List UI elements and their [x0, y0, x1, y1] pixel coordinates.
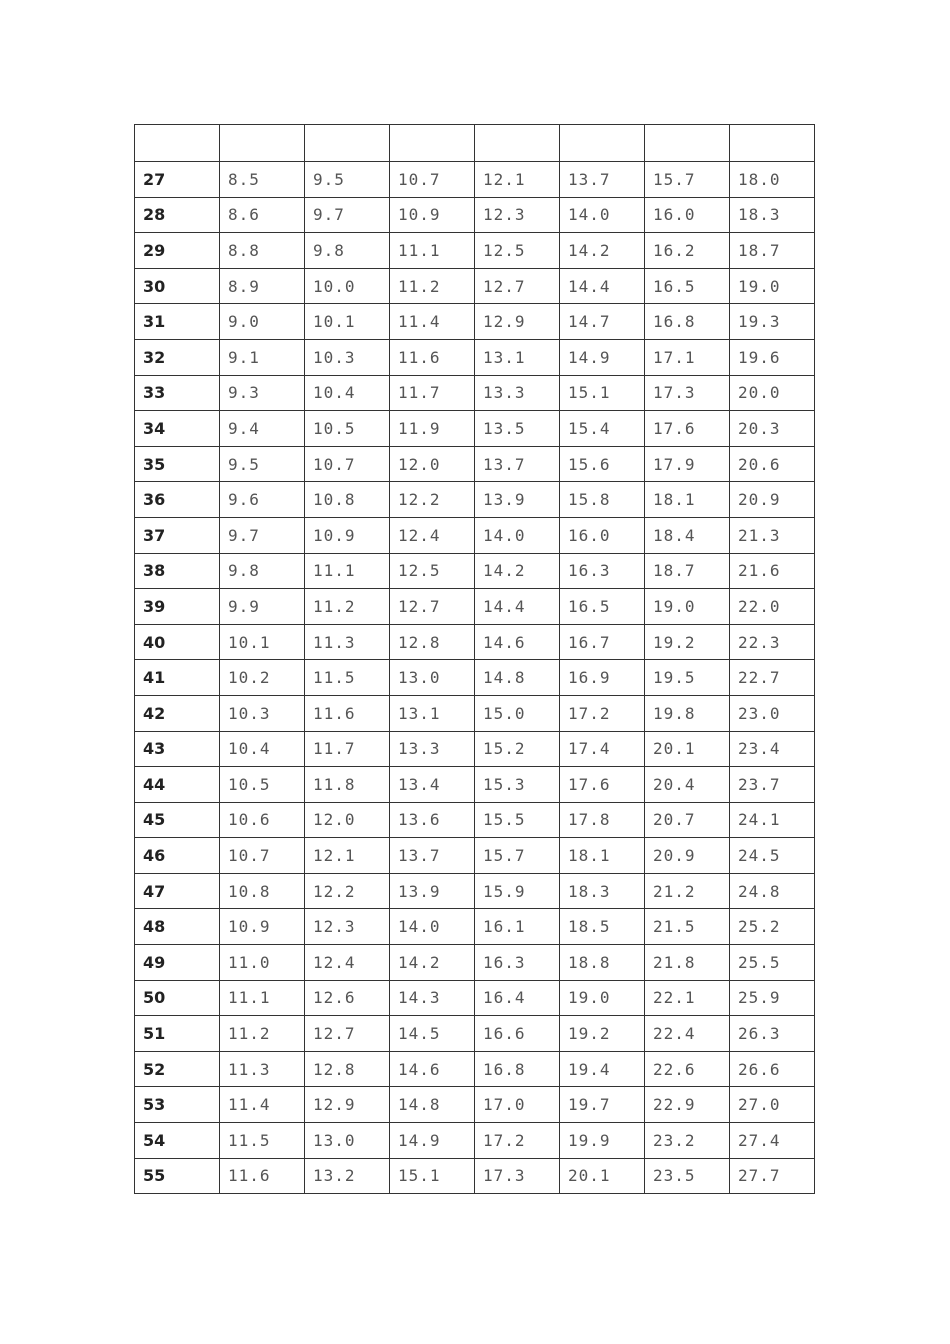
row-label-cell: 49: [135, 945, 220, 981]
value-cell: 18.0: [730, 162, 815, 198]
value-cell: 15.7: [475, 838, 560, 874]
value-cell: 10.5: [220, 767, 305, 803]
value-cell: 23.7: [730, 767, 815, 803]
value-cell: 11.7: [390, 375, 475, 411]
value-cell: 13.0: [305, 1123, 390, 1159]
value-cell: 10.8: [220, 873, 305, 909]
value-cell: 23.0: [730, 695, 815, 731]
value-cell: 12.2: [390, 482, 475, 518]
value-cell: 17.9: [645, 446, 730, 482]
value-cell: 19.2: [645, 624, 730, 660]
value-cell: 23.4: [730, 731, 815, 767]
value-cell: 12.5: [475, 233, 560, 269]
table-row: [135, 1158, 815, 1194]
value-cell: 14.9: [560, 339, 645, 375]
table-row: [135, 731, 815, 767]
value-cell: 9.1: [220, 339, 305, 375]
value-cell: 15.8: [560, 482, 645, 518]
value-cell: 9.7: [220, 517, 305, 553]
value-cell: 10.6: [220, 802, 305, 838]
row-label-cell: 45: [135, 802, 220, 838]
table-row: [135, 589, 815, 625]
row-label-cell: 28: [135, 197, 220, 233]
value-cell: 27.4: [730, 1123, 815, 1159]
value-cell: 21.6: [730, 553, 815, 589]
value-cell: 14.8: [475, 660, 560, 696]
value-cell: 14.0: [475, 517, 560, 553]
value-cell: 19.3: [730, 304, 815, 340]
header-cell: [645, 125, 730, 162]
value-cell: 9.5: [305, 162, 390, 198]
row-label-cell: 34: [135, 411, 220, 447]
header-cell: [730, 125, 815, 162]
row-label-cell: 37: [135, 517, 220, 553]
table-row: [135, 339, 815, 375]
value-cell: 18.3: [560, 873, 645, 909]
value-cell: 16.7: [560, 624, 645, 660]
value-cell: 20.4: [645, 767, 730, 803]
row-label-cell: 27: [135, 162, 220, 198]
value-cell: 15.6: [560, 446, 645, 482]
data-table: [134, 124, 815, 1194]
value-cell: 10.7: [390, 162, 475, 198]
table-row: [135, 1051, 815, 1087]
value-cell: 13.0: [390, 660, 475, 696]
value-cell: 10.2: [220, 660, 305, 696]
value-cell: 16.4: [475, 980, 560, 1016]
value-cell: 14.9: [390, 1123, 475, 1159]
value-cell: 16.5: [560, 589, 645, 625]
value-cell: 10.5: [305, 411, 390, 447]
value-cell: 12.7: [390, 589, 475, 625]
table-row: [135, 162, 815, 198]
header-cell: [475, 125, 560, 162]
value-cell: 22.7: [730, 660, 815, 696]
value-cell: 18.8: [560, 945, 645, 981]
value-cell: 18.7: [645, 553, 730, 589]
value-cell: 15.2: [475, 731, 560, 767]
value-cell: 12.9: [305, 1087, 390, 1123]
row-label-cell: 39: [135, 589, 220, 625]
row-label-cell: 41: [135, 660, 220, 696]
value-cell: 12.4: [305, 945, 390, 981]
value-cell: 9.4: [220, 411, 305, 447]
value-cell: 21.2: [645, 873, 730, 909]
table-row: [135, 802, 815, 838]
value-cell: 25.5: [730, 945, 815, 981]
value-cell: 12.2: [305, 873, 390, 909]
table-row: [135, 838, 815, 874]
value-cell: 11.3: [220, 1051, 305, 1087]
value-cell: 14.2: [475, 553, 560, 589]
value-cell: 14.4: [475, 589, 560, 625]
table-row: [135, 767, 815, 803]
value-cell: 10.1: [220, 624, 305, 660]
value-cell: 19.9: [560, 1123, 645, 1159]
value-cell: 25.9: [730, 980, 815, 1016]
value-cell: 9.3: [220, 375, 305, 411]
table-row: [135, 233, 815, 269]
value-cell: 20.6: [730, 446, 815, 482]
value-cell: 17.1: [645, 339, 730, 375]
row-label-cell: 54: [135, 1123, 220, 1159]
value-cell: 16.8: [645, 304, 730, 340]
value-cell: 16.2: [645, 233, 730, 269]
value-cell: 15.4: [560, 411, 645, 447]
value-cell: 10.0: [305, 268, 390, 304]
value-cell: 10.3: [305, 339, 390, 375]
value-cell: 13.2: [305, 1158, 390, 1194]
value-cell: 16.3: [560, 553, 645, 589]
table-row: [135, 1123, 815, 1159]
value-cell: 18.7: [730, 233, 815, 269]
value-cell: 12.0: [390, 446, 475, 482]
value-cell: 10.7: [305, 446, 390, 482]
header-cell: [220, 125, 305, 162]
table-row: [135, 517, 815, 553]
value-cell: 13.7: [475, 446, 560, 482]
value-cell: 13.9: [475, 482, 560, 518]
row-label-cell: 40: [135, 624, 220, 660]
table-header-row: [135, 125, 815, 162]
value-cell: 12.0: [305, 802, 390, 838]
value-cell: 10.9: [390, 197, 475, 233]
value-cell: 22.0: [730, 589, 815, 625]
table-row: [135, 268, 815, 304]
value-cell: 19.4: [560, 1051, 645, 1087]
value-cell: 12.6: [305, 980, 390, 1016]
value-cell: 11.2: [390, 268, 475, 304]
table-row: [135, 375, 815, 411]
value-cell: 16.3: [475, 945, 560, 981]
value-cell: 22.9: [645, 1087, 730, 1123]
value-cell: 11.3: [305, 624, 390, 660]
header-cell: [305, 125, 390, 162]
value-cell: 16.9: [560, 660, 645, 696]
value-cell: 11.4: [220, 1087, 305, 1123]
value-cell: 9.5: [220, 446, 305, 482]
value-cell: 10.9: [305, 517, 390, 553]
value-cell: 14.2: [390, 945, 475, 981]
value-cell: 12.1: [305, 838, 390, 874]
value-cell: 13.7: [560, 162, 645, 198]
value-cell: 11.5: [305, 660, 390, 696]
value-cell: 23.2: [645, 1123, 730, 1159]
value-cell: 18.5: [560, 909, 645, 945]
table-row: [135, 446, 815, 482]
value-cell: 14.2: [560, 233, 645, 269]
row-label-cell: 42: [135, 695, 220, 731]
row-label-cell: 32: [135, 339, 220, 375]
value-cell: 10.1: [305, 304, 390, 340]
table-row: [135, 695, 815, 731]
value-cell: 24.1: [730, 802, 815, 838]
value-cell: 10.8: [305, 482, 390, 518]
value-cell: 13.9: [390, 873, 475, 909]
value-cell: 11.6: [220, 1158, 305, 1194]
value-cell: 21.5: [645, 909, 730, 945]
row-label-cell: 53: [135, 1087, 220, 1123]
value-cell: 12.3: [305, 909, 390, 945]
value-cell: 19.8: [645, 695, 730, 731]
row-label-cell: 33: [135, 375, 220, 411]
value-cell: 22.4: [645, 1016, 730, 1052]
value-cell: 10.9: [220, 909, 305, 945]
row-label-cell: 55: [135, 1158, 220, 1194]
row-label-cell: 48: [135, 909, 220, 945]
value-cell: 15.7: [645, 162, 730, 198]
value-cell: 19.2: [560, 1016, 645, 1052]
value-cell: 11.1: [305, 553, 390, 589]
value-cell: 11.6: [390, 339, 475, 375]
value-cell: 16.1: [475, 909, 560, 945]
value-cell: 11.1: [220, 980, 305, 1016]
row-label-cell: 51: [135, 1016, 220, 1052]
value-cell: 17.8: [560, 802, 645, 838]
value-cell: 10.3: [220, 695, 305, 731]
value-cell: 20.7: [645, 802, 730, 838]
value-cell: 12.8: [305, 1051, 390, 1087]
value-cell: 9.8: [305, 233, 390, 269]
value-cell: 12.9: [475, 304, 560, 340]
value-cell: 9.0: [220, 304, 305, 340]
table-body: [135, 125, 815, 1194]
value-cell: 19.7: [560, 1087, 645, 1123]
header-cell: [390, 125, 475, 162]
value-cell: 8.5: [220, 162, 305, 198]
value-cell: 20.3: [730, 411, 815, 447]
value-cell: 14.0: [390, 909, 475, 945]
value-cell: 9.9: [220, 589, 305, 625]
value-cell: 10.7: [220, 838, 305, 874]
value-cell: 17.6: [645, 411, 730, 447]
value-cell: 25.2: [730, 909, 815, 945]
row-label-cell: 35: [135, 446, 220, 482]
row-label-cell: 30: [135, 268, 220, 304]
value-cell: 21.8: [645, 945, 730, 981]
value-cell: 23.5: [645, 1158, 730, 1194]
table-row: [135, 1016, 815, 1052]
value-cell: 20.1: [560, 1158, 645, 1194]
value-cell: 11.1: [390, 233, 475, 269]
value-cell: 17.3: [645, 375, 730, 411]
table-row: [135, 482, 815, 518]
value-cell: 27.0: [730, 1087, 815, 1123]
table-row: [135, 909, 815, 945]
value-cell: 14.6: [475, 624, 560, 660]
value-cell: 11.4: [390, 304, 475, 340]
value-cell: 16.6: [475, 1016, 560, 1052]
value-cell: 13.4: [390, 767, 475, 803]
value-cell: 21.3: [730, 517, 815, 553]
table-row: [135, 304, 815, 340]
value-cell: 11.7: [305, 731, 390, 767]
value-cell: 11.6: [305, 695, 390, 731]
table-row: [135, 873, 815, 909]
value-cell: 13.3: [390, 731, 475, 767]
table-row: [135, 660, 815, 696]
row-label-cell: 38: [135, 553, 220, 589]
table-row: [135, 1087, 815, 1123]
value-cell: 13.1: [390, 695, 475, 731]
value-cell: 18.3: [730, 197, 815, 233]
value-cell: 19.0: [645, 589, 730, 625]
value-cell: 13.3: [475, 375, 560, 411]
value-cell: 24.8: [730, 873, 815, 909]
value-cell: 17.2: [560, 695, 645, 731]
value-cell: 27.7: [730, 1158, 815, 1194]
value-cell: 14.0: [560, 197, 645, 233]
table-row: [135, 624, 815, 660]
value-cell: 13.5: [475, 411, 560, 447]
value-cell: 17.4: [560, 731, 645, 767]
value-cell: 18.1: [560, 838, 645, 874]
header-cell: [560, 125, 645, 162]
value-cell: 17.2: [475, 1123, 560, 1159]
row-label-cell: 43: [135, 731, 220, 767]
value-cell: 12.5: [390, 553, 475, 589]
value-cell: 15.0: [475, 695, 560, 731]
value-cell: 20.0: [730, 375, 815, 411]
value-cell: 9.8: [220, 553, 305, 589]
value-cell: 16.0: [560, 517, 645, 553]
value-cell: 13.6: [390, 802, 475, 838]
value-cell: 17.6: [560, 767, 645, 803]
value-cell: 9.7: [305, 197, 390, 233]
table-row: [135, 945, 815, 981]
value-cell: 11.9: [390, 411, 475, 447]
value-cell: 12.4: [390, 517, 475, 553]
value-cell: 22.6: [645, 1051, 730, 1087]
value-cell: 22.3: [730, 624, 815, 660]
value-cell: 13.1: [475, 339, 560, 375]
value-cell: 14.6: [390, 1051, 475, 1087]
value-cell: 16.0: [645, 197, 730, 233]
row-label-cell: 36: [135, 482, 220, 518]
value-cell: 14.8: [390, 1087, 475, 1123]
value-cell: 12.8: [390, 624, 475, 660]
value-cell: 19.0: [730, 268, 815, 304]
value-cell: 11.0: [220, 945, 305, 981]
value-cell: 13.7: [390, 838, 475, 874]
value-cell: 8.6: [220, 197, 305, 233]
value-cell: 19.0: [560, 980, 645, 1016]
value-cell: 10.4: [220, 731, 305, 767]
value-cell: 15.5: [475, 802, 560, 838]
value-cell: 14.4: [560, 268, 645, 304]
value-cell: 14.5: [390, 1016, 475, 1052]
value-cell: 20.9: [730, 482, 815, 518]
header-cell: [135, 125, 220, 162]
value-cell: 22.1: [645, 980, 730, 1016]
value-cell: 17.0: [475, 1087, 560, 1123]
value-cell: 16.8: [475, 1051, 560, 1087]
value-cell: 8.9: [220, 268, 305, 304]
value-cell: 15.9: [475, 873, 560, 909]
value-cell: 11.8: [305, 767, 390, 803]
row-label-cell: 47: [135, 873, 220, 909]
value-cell: 9.6: [220, 482, 305, 518]
table-row: [135, 411, 815, 447]
value-cell: 20.1: [645, 731, 730, 767]
value-cell: 15.1: [390, 1158, 475, 1194]
value-cell: 20.9: [645, 838, 730, 874]
value-cell: 11.5: [220, 1123, 305, 1159]
value-cell: 14.3: [390, 980, 475, 1016]
value-cell: 18.4: [645, 517, 730, 553]
row-label-cell: 31: [135, 304, 220, 340]
value-cell: 10.4: [305, 375, 390, 411]
table-row: [135, 980, 815, 1016]
table-row: [135, 553, 815, 589]
value-cell: 15.1: [560, 375, 645, 411]
value-cell: 24.5: [730, 838, 815, 874]
value-cell: 12.7: [305, 1016, 390, 1052]
value-cell: 26.6: [730, 1051, 815, 1087]
value-cell: 14.7: [560, 304, 645, 340]
row-label-cell: 44: [135, 767, 220, 803]
value-cell: 12.3: [475, 197, 560, 233]
row-label-cell: 29: [135, 233, 220, 269]
value-cell: 8.8: [220, 233, 305, 269]
row-label-cell: 46: [135, 838, 220, 874]
row-label-cell: 50: [135, 980, 220, 1016]
value-cell: 12.7: [475, 268, 560, 304]
value-cell: 12.1: [475, 162, 560, 198]
value-cell: 11.2: [305, 589, 390, 625]
table-row: [135, 197, 815, 233]
value-cell: 17.3: [475, 1158, 560, 1194]
row-label-cell: 52: [135, 1051, 220, 1087]
value-cell: 19.6: [730, 339, 815, 375]
value-cell: 19.5: [645, 660, 730, 696]
value-cell: 11.2: [220, 1016, 305, 1052]
value-cell: 15.3: [475, 767, 560, 803]
value-cell: 18.1: [645, 482, 730, 518]
value-cell: 26.3: [730, 1016, 815, 1052]
value-cell: 16.5: [645, 268, 730, 304]
